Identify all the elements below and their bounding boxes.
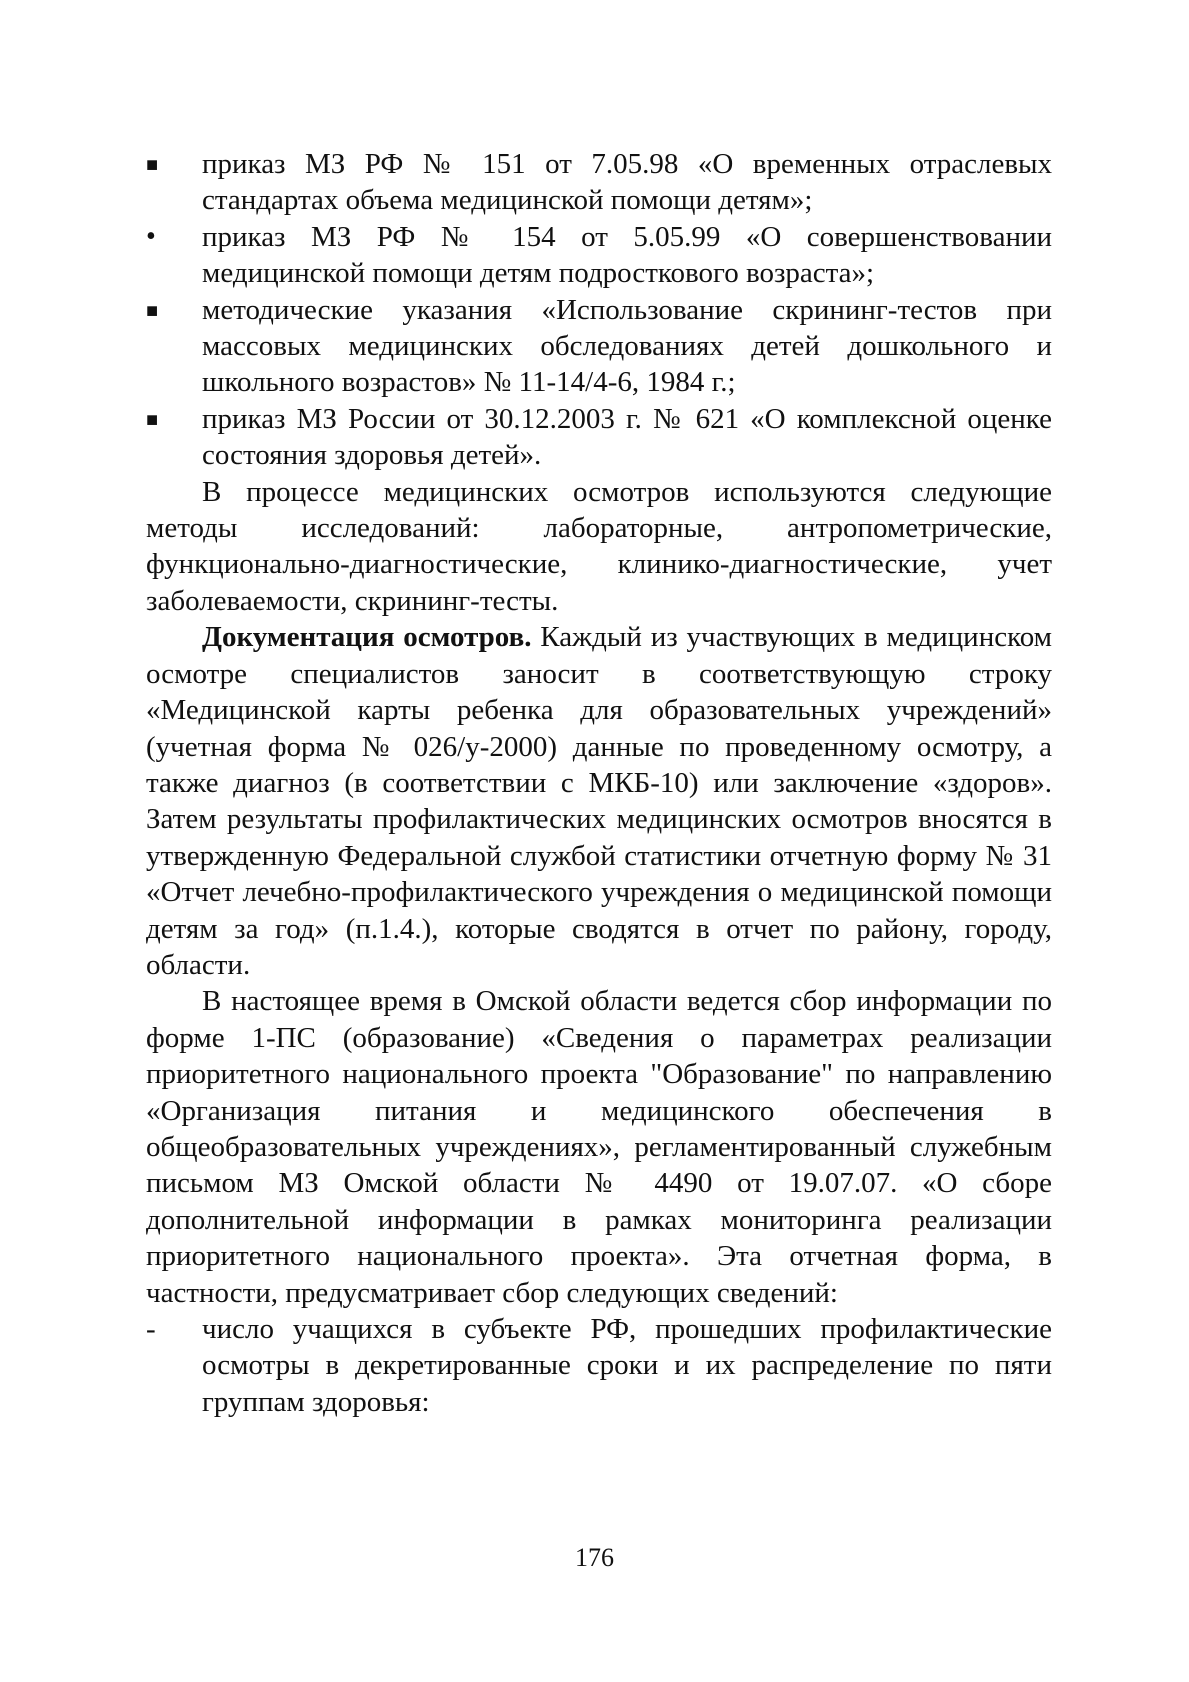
page-content xyxy=(146,146,1052,1420)
paragraph-documentation xyxy=(146,619,1052,983)
square-bullet-icon: ■ xyxy=(146,299,159,322)
page-number: 176 xyxy=(575,1543,614,1572)
list-item-text: приказ МЗ РФ № 151 от 7.05.98 «О временных отраслевых стандартах объема медицинской помощи детям»; xyxy=(202,148,1052,217)
square-bullet-icon: ■ xyxy=(146,408,159,431)
list-item-text: методические указания «Использование скрининг-тестов при массовых медицинских обследованиях детей дошкольного и школьного возрастов» № 11-14/4-6, 1984 г.; xyxy=(202,293,1052,399)
list-item-order-151 xyxy=(146,146,1052,219)
list-item-text: число учащихся в субъекте РФ, прошедших профилактические осмотры в декретированные сроки и их распределение по пяти группам здоровья: xyxy=(202,1313,1052,1418)
paragraph-text: Каждый из участвующих в медицинском осмотре специалистов заносит в соответствующую строку «Медицинской карты ребенка для образовательных учреждений» (учетная форма № 026/у-2000) данные по проведенному осмотру, а также диагноз (в соответствии с МКБ-10) или заключение «здоров». Затем результаты профилактических медицинских осмотров вносятся в утвержденную Федеральной службой статистики отчетную форму № 31 «Отчет лечебно-профилактического учреждения о медицинской помощи детям за год» (п.1.4.), которые сводятся в отчет по району, городу, области. xyxy=(146,621,1052,981)
dash-bullet-icon: - xyxy=(146,1313,156,1345)
list-item-students xyxy=(146,1311,1052,1420)
list-item-text: приказ МЗ РФ № 154 от 5.05.99 «О совершенствовании медицинской помощи детям подросткового возраста»; xyxy=(202,220,1052,290)
square-bullet-icon: ■ xyxy=(146,154,159,176)
paragraph-methods: В процессе медицинских осмотров используются следующие методы исследований: лабораторные, антропометрические, функционально-диагностические, клинико-диагностические, учет заболеваемости, скрининг-тесты. xyxy=(146,475,1052,617)
list-item-guidelines xyxy=(146,292,1052,401)
paragraph-omsk-region: В настоящее время в Омской области ведется сбор информации по форме 1-ПС (образование) «Сведения о параметрах реализации приоритетного национального проекта "Образование" по направлению «Организация питания и медицинского обеспечения в общеобразовательных учреждениях», регламентированный служебным письмом МЗ Омской области № 4490 от 19.07.07. «О сборе дополнительной информации в рамках мониторинга реализации приоритетного национального проекта». Эта отчетная форма, в частности, предусматривает сбор следующих сведений: xyxy=(146,985,1052,1309)
list-item-text: приказ МЗ России от 30.12.2003 г. № 621 «О комплексной оценке состояния здоровья детей». xyxy=(202,402,1052,472)
list-item-order-154 xyxy=(146,219,1052,292)
section-heading: Документация осмотров. xyxy=(202,621,532,654)
list-item-order-621 xyxy=(146,401,1052,474)
dot-bullet-icon: • xyxy=(146,220,156,252)
